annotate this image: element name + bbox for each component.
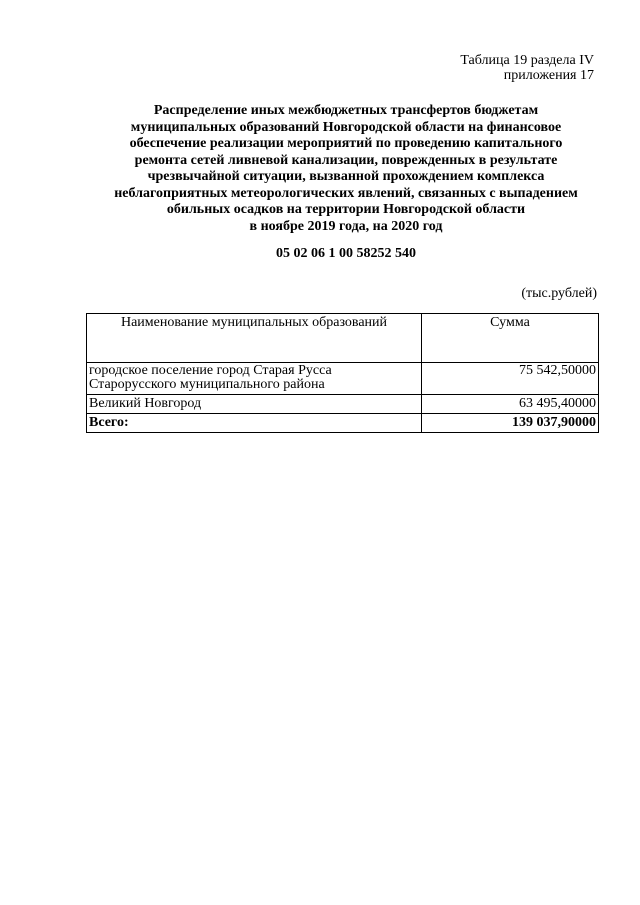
title-line: чрезвычайной ситуации, вызванной прохождением комплекса [147,169,545,184]
column-header-amount: Сумма [422,314,599,363]
title-line: обильных осадков на территории Новгородской области [166,202,526,217]
amount-cell: 75 542,50000 [422,363,599,395]
table-reference [460,53,594,83]
total-label: Всего: [87,414,422,433]
table-number: Таблица 19 раздела IV [460,53,594,68]
title-line: неблагоприятных метеорологических явлений, связанных с выпадением [114,185,578,201]
unit-label: (тыс.рублей) [521,286,597,301]
title-line: обеспечение реализации мероприятий по проведению капитального [129,136,563,151]
municipality-name [87,363,422,395]
amount-cell: 63 495,40000 [422,395,599,414]
table-row [87,363,599,395]
total-row [87,414,599,433]
table-row [87,395,599,414]
title-line: муниципальных образований Новгородской области на финансовое [130,119,562,135]
municipality-name-line: городское поселение город Старая Русса [89,363,332,378]
title-line: Распределение иных межбюджетных трансфертов бюджетам [153,103,539,118]
title-line: ремонта сетей ливневой канализации, поврежденных в результате [134,152,558,168]
table-header-row [87,314,599,363]
municipality-name: Великий Новгород [87,395,422,414]
appendix-number: приложения 17 [503,68,594,83]
document-title [86,103,606,235]
column-header-name: Наименование муниципальных образований [87,314,422,363]
distribution-table [86,313,599,433]
title-line: в ноябре 2019 года, на 2020 год [249,218,443,234]
budget-classification-code: 05 02 06 1 00 58252 540 [276,246,416,261]
municipality-name-line: Старорусского муниципального района [89,377,325,392]
total-amount: 139 037,90000 [422,414,599,433]
